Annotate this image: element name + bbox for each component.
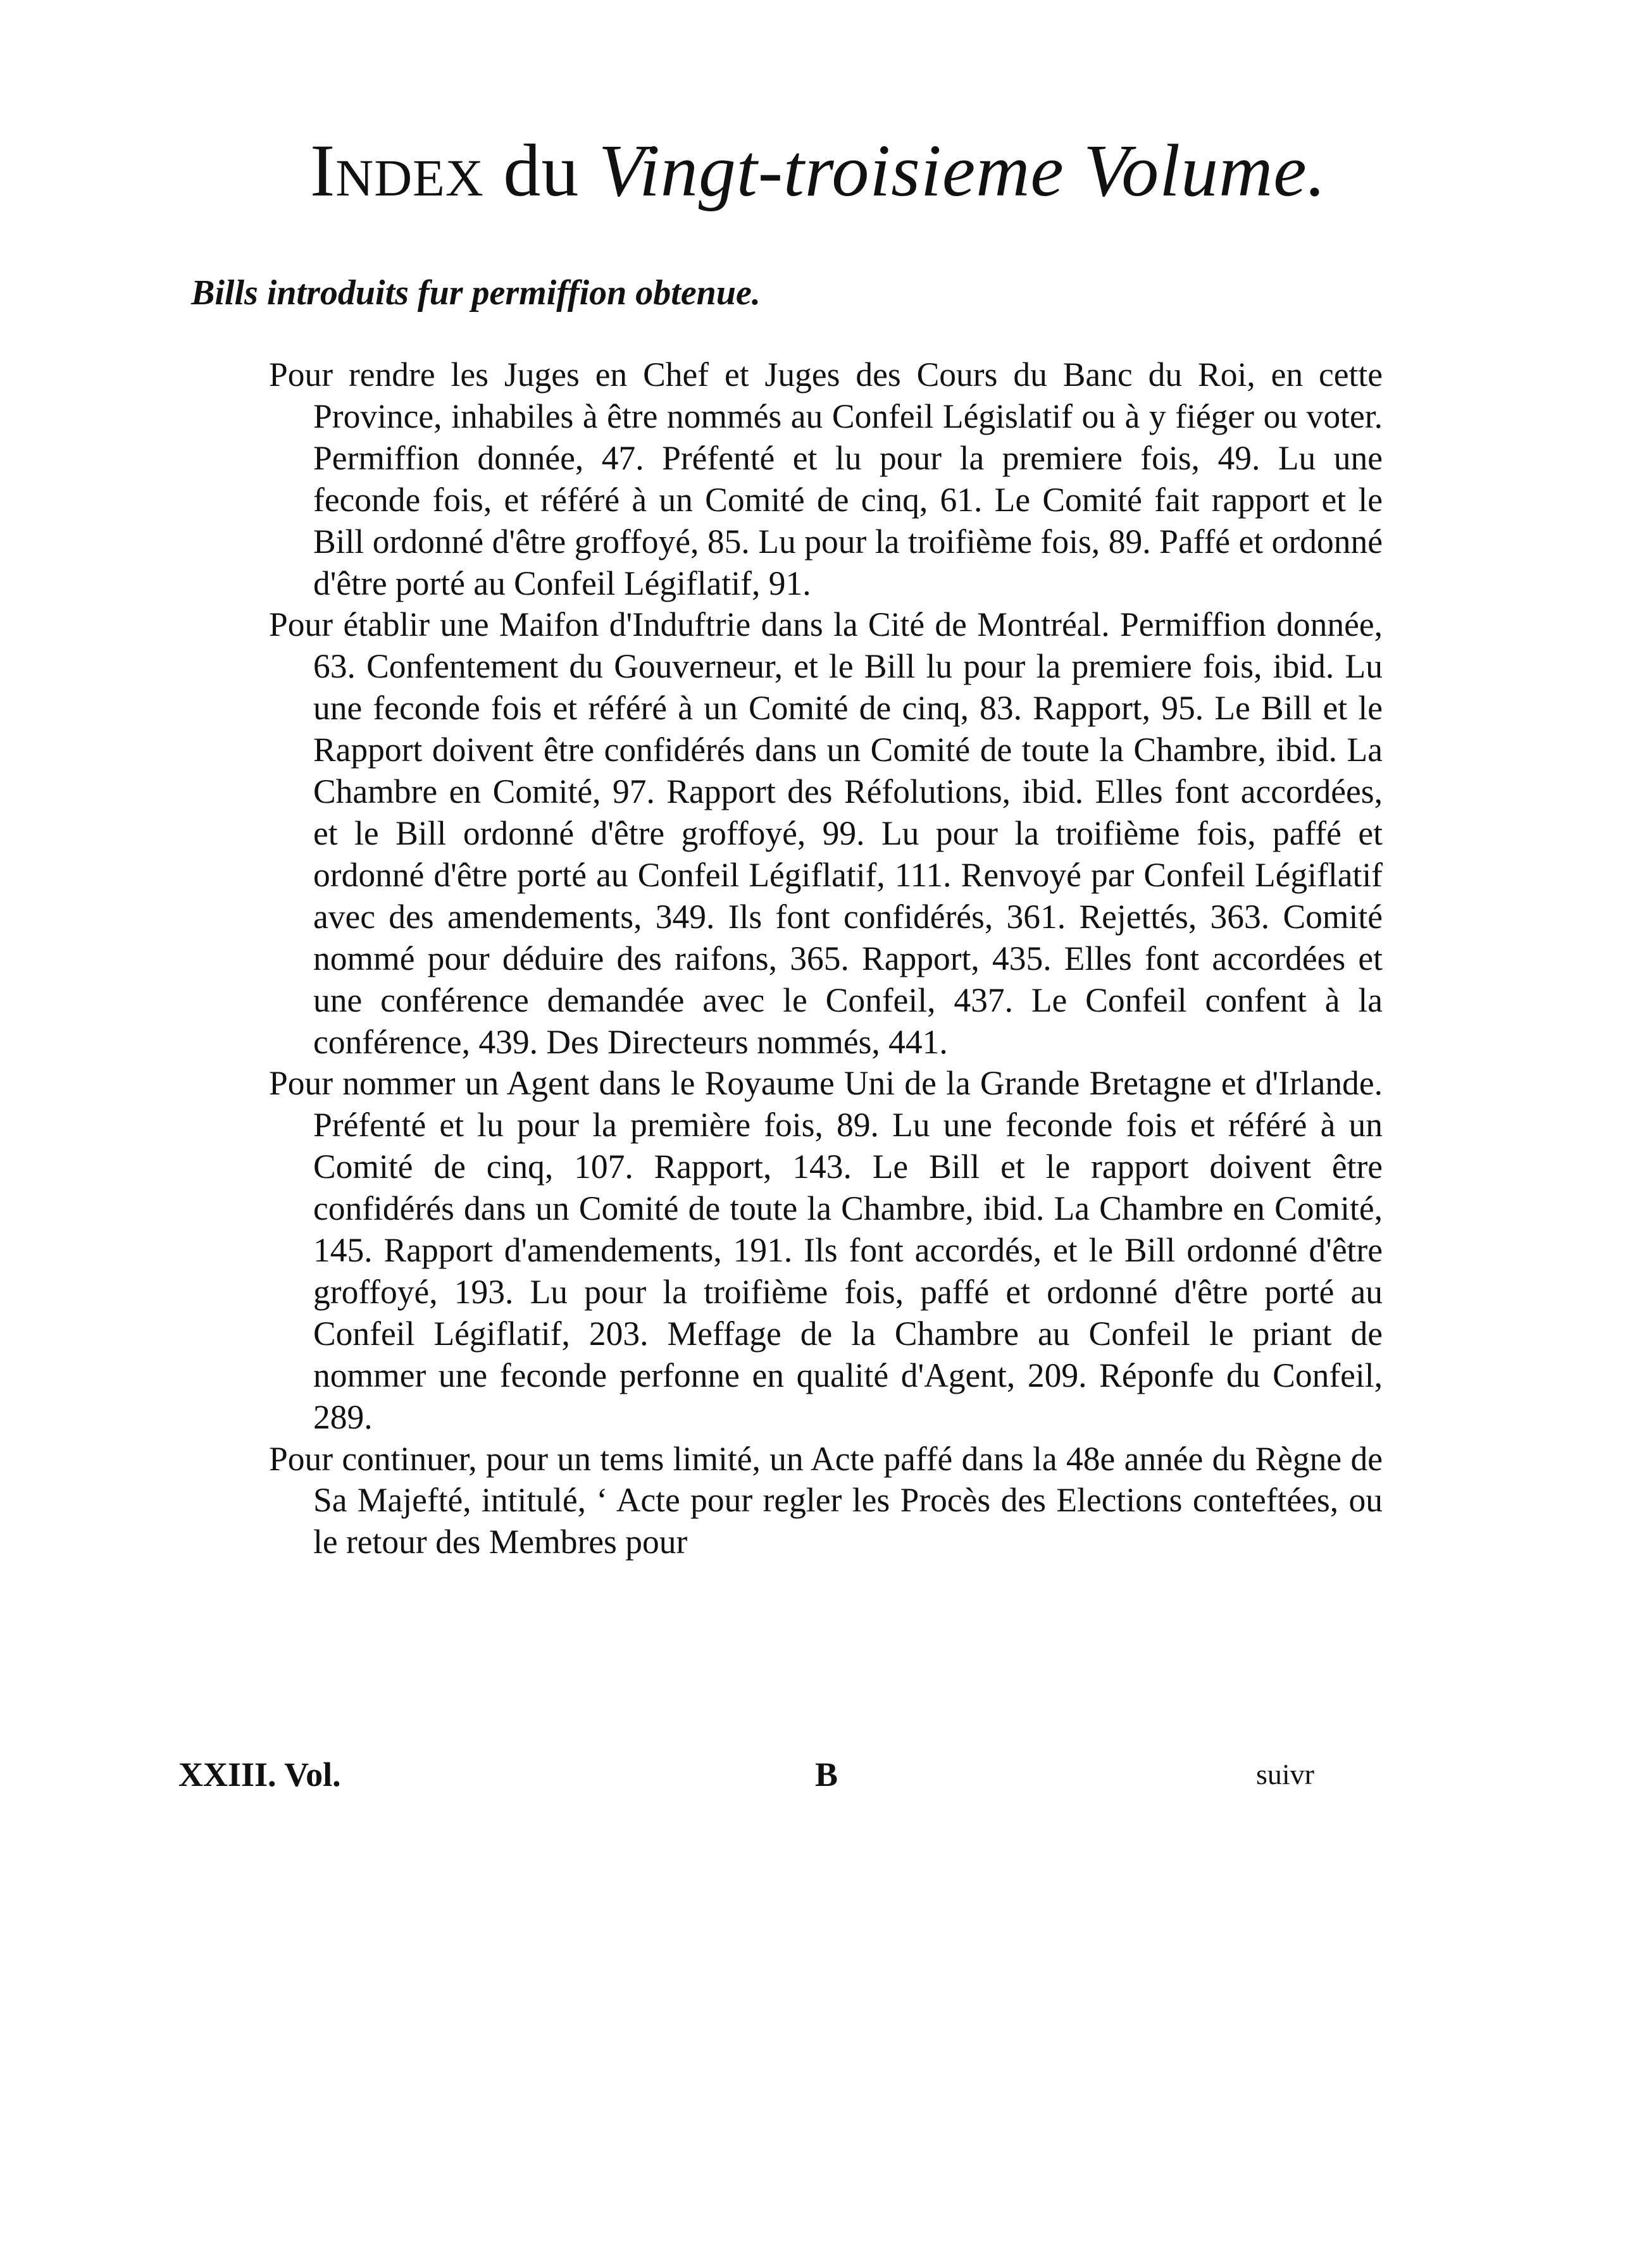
footer-signature: B — [815, 1756, 838, 1794]
index-entry: Pour établir une Maifon d'Induftrie dans la Cité de Montréal. Permiffion donnée, 63. Confentement du Gouverneur, et le Bill lu pour la premiere fois, ibid. Lu une feconde fois et référé à un Comité de cinq, 83. Rapport, 95. Le Bill et le Rapport doivent être confidérés dans un Comité de toute la Chambre, ibid. La Chambre en Comité, 97. Rapport des Réfolutions, ibid. Elles font accordées, et le Bill ordonné d'être groffoyé, 99. Lu pour la troifième fois, paffé et ordonné d'être porté au Confeil Légiflatif, 111. Renvoyé par Confeil Légiflatif avec des amendements, 349. Ils font confidérés, 361. Rejettés, 363. Comité nommé pour déduire des raifons, 365. Rapport, 435. Elles font accordées et une conférence demandée avec le Confeil, 437. Le Confeil confent à la conférence, 439. Des Directeurs nommés, 441. — [269, 605, 1383, 1061]
title-index: Index — [310, 129, 484, 212]
index-entry: Pour continuer, pour un tems limité, un Acte paffé dans la 48e année du Règne de Sa Majefté, intitulé, ‘ Acte pour regler les Procès des Elections conteftées, ou le retour des Membres pour — [269, 1439, 1383, 1561]
index-entries — [269, 354, 1383, 1563]
index-entry: Pour rendre les Juges en Chef et Juges des Cours du Banc du Roi, en cette Province, inhabiles à être nommés au Confeil Législatif ou à y fiéger ou voter. Permiffion donnée, 47. Préfenté et lu pour la premiere fois, 49. Lu une feconde fois, et référé à un Comité de cinq, 61. Le Comité fait rapport et le Bill ordonné d'être groffoyé, 85. Lu pour la troifième fois, 89. Paffé et ordonné d'être porté au Confeil Légiflatif, 91. — [269, 356, 1383, 602]
section-heading: Bills introduits fur permiffion obtenue. — [191, 273, 761, 313]
footer-catchword: suivr — [1256, 1758, 1314, 1790]
index-entry: Pour nommer un Agent dans le Royaume Uni de la Grande Bretagne et d'Irlande. Préfenté et lu pour la première fois, 89. Lu une feconde fois et référé à un Comité de cinq, 107. Rapport, 143. Le Bill et le rapport doivent être confidérés dans un Comité de toute la Chambre, ibid. La Chambre en Comité, 145. Rapport d'amendements, 191. Ils font accordés, et le Bill ordonné d'être groffoyé, 193. Lu pour la troifième fois, paffé et ordonné d'être porté au Confeil Légiflatif, 203. Meffage de la Chambre au Confeil le priant de nommer une feconde perfonne en qualité d'Agent, 209. Réponfe du Confeil, 289. — [269, 1064, 1383, 1436]
title-volume: Vingt-troisieme Volume. — [598, 129, 1327, 212]
page-title — [310, 130, 1326, 212]
title-du: du — [483, 129, 599, 212]
footer-volume: XXIII. Vol. — [178, 1756, 341, 1794]
